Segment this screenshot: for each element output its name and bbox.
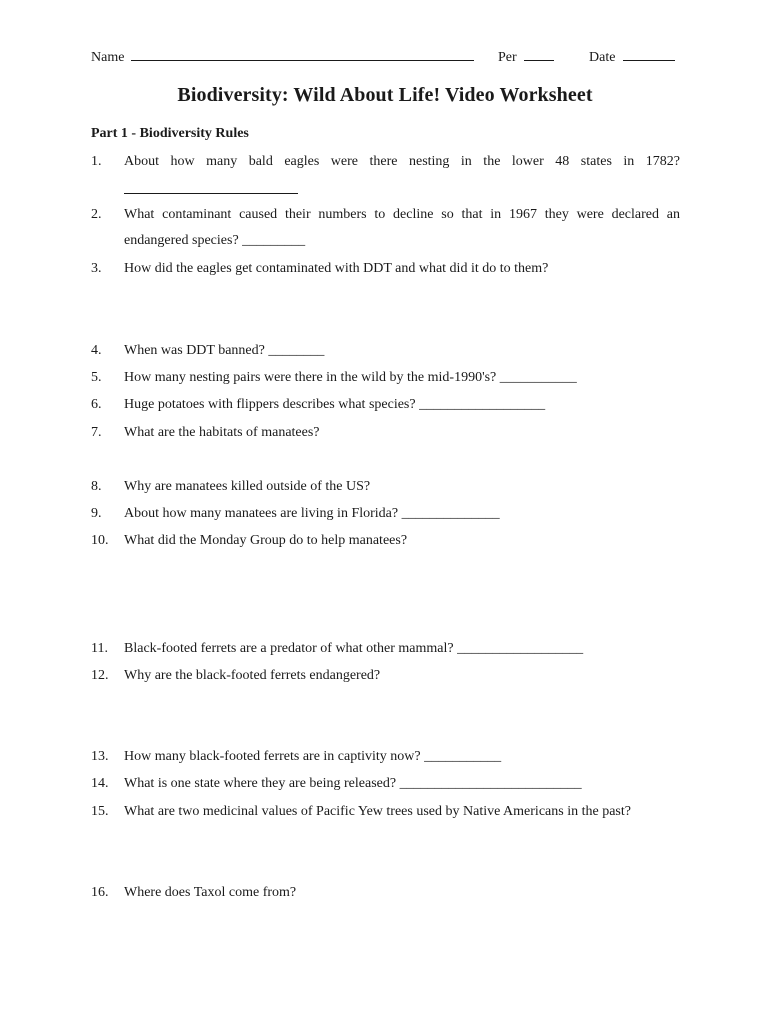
question-number: 12. [91, 668, 109, 683]
question-text: Huge potatoes with flippers describes what species? __________________ [124, 397, 546, 412]
question-text: What did the Monday Group do to help manatees? [124, 533, 408, 548]
question-text: What are the habitats of manatees? [124, 425, 320, 440]
question-number: 15. [91, 804, 109, 819]
question-number: 10. [91, 533, 109, 548]
question-text: How did the eagles get contaminated with DDT and what did it do to them? [124, 261, 549, 276]
question-text-continued: endangered species? _________ [124, 233, 306, 248]
question-number: 8. [91, 479, 102, 494]
question-text: Where does Taxol come from? [124, 885, 297, 900]
name-field[interactable] [91, 47, 474, 66]
question-text: When was DDT banned? ________ [124, 343, 325, 358]
question-number: 6. [91, 397, 102, 412]
question-number: 14. [91, 776, 109, 791]
question-text: How many black-footed ferrets are in captivity now? ___________ [124, 749, 502, 764]
question-text: How many nesting pairs were there in the wild by the mid-1990's? ___________ [124, 370, 577, 385]
date-blank[interactable] [623, 47, 675, 61]
question-number: 4. [91, 343, 102, 358]
date-label: Date [589, 50, 616, 65]
question-number: 5. [91, 370, 102, 385]
question-text: What contaminant caused their numbers to decline so that in 1967 they were declared an [124, 207, 680, 222]
section-title: Part 1 - Biodiversity Rules [91, 126, 249, 141]
name-label: Name [91, 50, 125, 65]
question-number: 7. [91, 425, 102, 440]
question-number: 11. [91, 641, 108, 656]
question-number: 9. [91, 506, 102, 521]
question-text: About how many bald eagles were there nesting in the lower 48 states in 1782? [124, 154, 680, 169]
question-text: About how many manatees are living in Florida? ______________ [124, 506, 500, 521]
question-text: Why are the black-footed ferrets endangered? [124, 668, 381, 683]
question-number: 2. [91, 207, 102, 222]
question-number: 16. [91, 885, 109, 900]
per-field[interactable] [498, 47, 554, 66]
question-number: 1. [91, 154, 102, 169]
answer-blank-1[interactable] [124, 180, 298, 194]
question-number: 3. [91, 261, 102, 276]
per-blank[interactable] [524, 47, 554, 61]
page-title: Biodiversity: Wild About Life! Video Worksheet [177, 84, 593, 106]
question-text: Why are manatees killed outside of the US? [124, 479, 371, 494]
date-field[interactable] [589, 47, 675, 66]
header-row [0, 47, 770, 67]
question-text: What is one state where they are being released? __________________________ [124, 776, 582, 791]
question-text: Black-footed ferrets are a predator of what other mammal? __________________ [124, 641, 584, 656]
per-label: Per [498, 50, 517, 65]
question-number: 13. [91, 749, 109, 764]
name-blank[interactable] [131, 47, 474, 61]
question-text: What are two medicinal values of Pacific Yew trees used by Native Americans in the past? [124, 804, 631, 819]
